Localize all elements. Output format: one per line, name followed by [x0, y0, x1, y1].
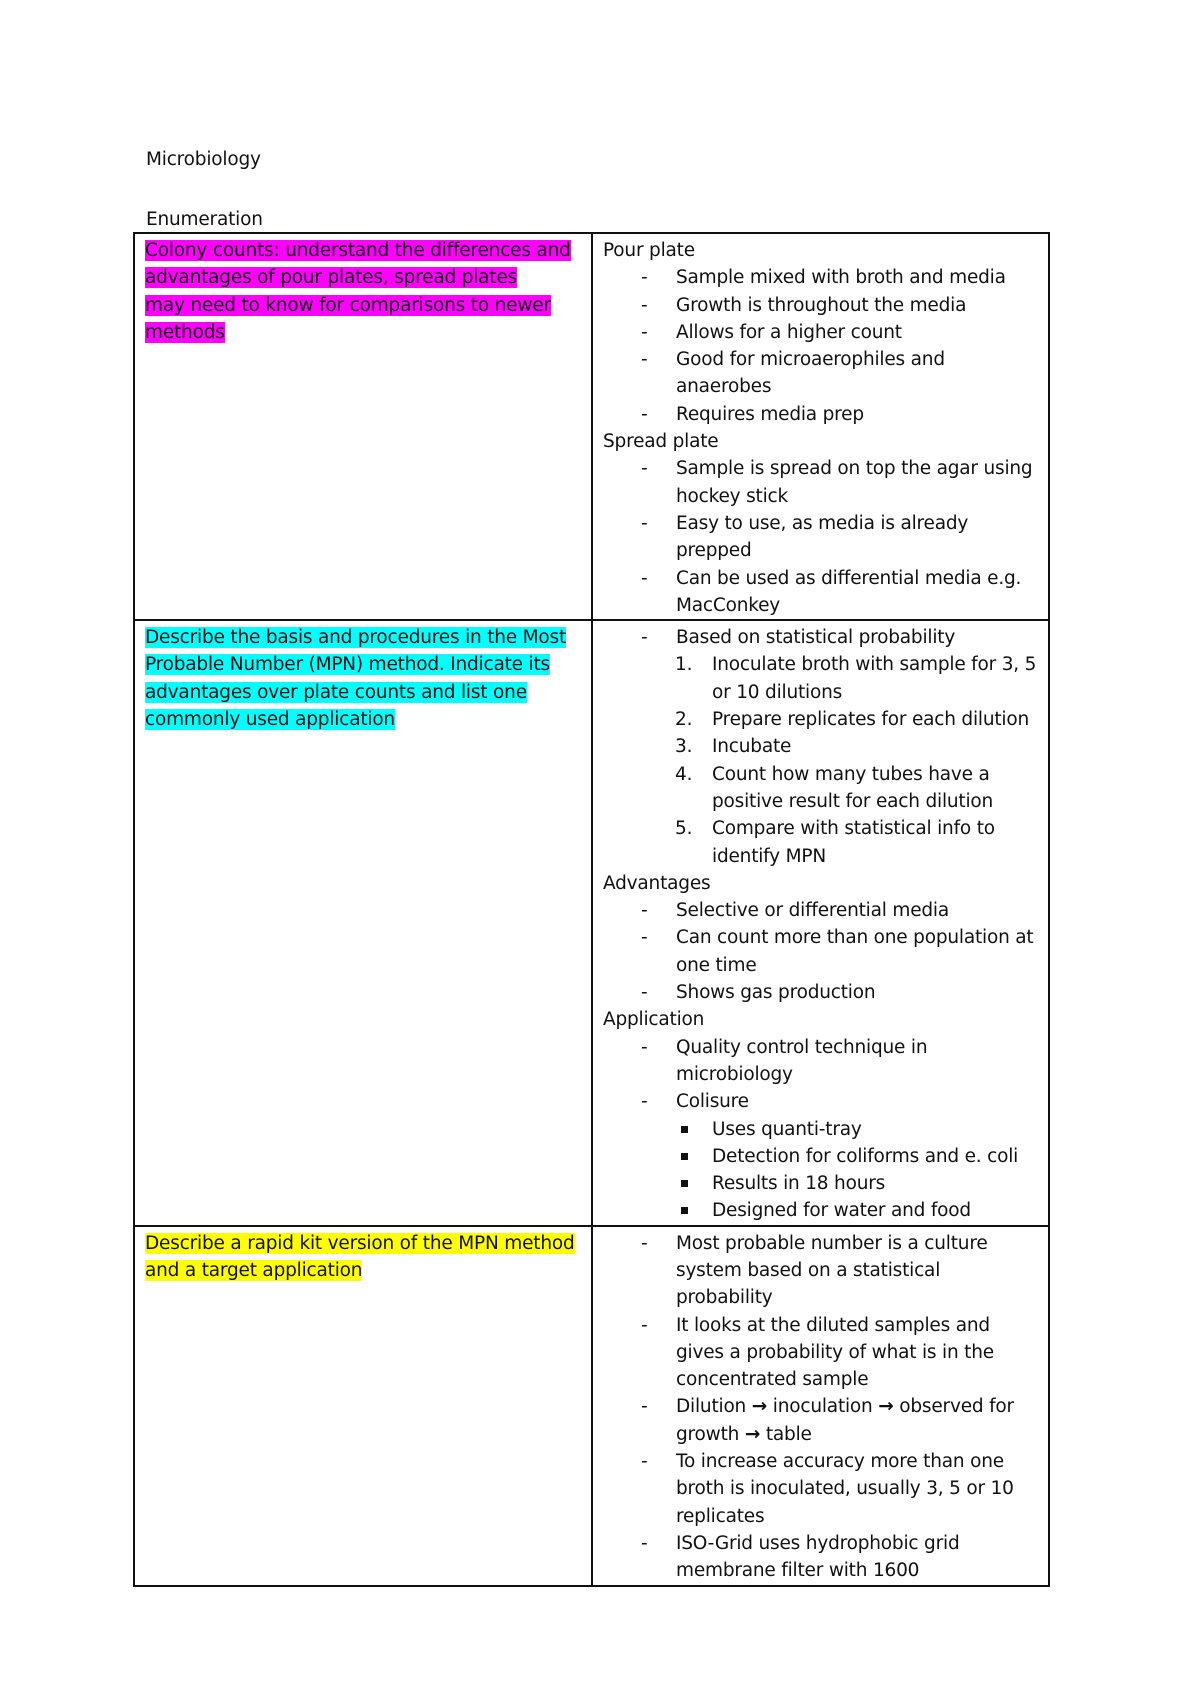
table-row: [134, 620, 1049, 1226]
step-item: 1. Inoculate broth with sample for 3, 5 or 10 dilutions: [675, 654, 1037, 703]
table-row: [134, 1226, 1049, 1586]
highlighted-question-line: Describe the basis and procedures in the Most: [145, 627, 567, 649]
square-bullet-icon: [681, 1207, 688, 1214]
list-item: - Easy to use, as media is already prepped: [641, 512, 969, 562]
table-row: [134, 233, 1049, 620]
list-item: - ISO-Grid uses hydrophobic grid membrane filter with 1600: [641, 1532, 960, 1582]
right-arrow-icon: →: [744, 1423, 761, 1445]
list-item: - Growth is throughout the media: [641, 294, 967, 316]
right-arrow-icon: →: [751, 1396, 768, 1418]
highlighted-question-line: Colony counts: understand the differences and: [145, 240, 571, 261]
highlighted-question-line: Describe a rapid kit version of the MPN method: [145, 1232, 575, 1254]
step-item: 5. Compare with statistical info to identify MPN: [675, 818, 995, 867]
highlighted-question-line: commonly used application: [145, 709, 395, 731]
list-item: - Colisure: [641, 1091, 749, 1113]
subheading: Spread plate: [603, 431, 719, 453]
highlighted-question-line: may need to know for comparisons to newer: [145, 294, 551, 316]
step-item: 4. Count how many tubes have a positive result for each dilution: [675, 763, 994, 812]
highlighted-question-line: and a target application: [145, 1259, 363, 1281]
list-item: - Quality control technique in microbiology: [641, 1036, 928, 1085]
dash-list: [603, 264, 1040, 428]
list-item: - Most probable number is a culture system based on a statistical probability: [641, 1232, 988, 1309]
list-item: - Good for microaerophiles and anaerobes: [641, 349, 945, 398]
section-heading: Enumeration: [146, 209, 263, 230]
question-cell: [134, 1226, 592, 1586]
list-item: - Can be used as differential media e.g. MacConkey: [641, 567, 1022, 616]
highlighted-question-line: advantages over plate counts and list one: [145, 681, 527, 703]
right-arrow-icon: →: [878, 1396, 894, 1418]
list-item: - To increase accuracy more than one broth is inoculated, usually 3, 5 or 10 replicates: [641, 1451, 1014, 1527]
highlighted-question-line: Probable Number (MPN) method. Indicate its: [145, 654, 550, 676]
question-cell: [134, 620, 592, 1226]
question-cell: [134, 233, 592, 620]
notes-table: [133, 232, 1050, 1587]
list-item: - Sample is spread on top the agar using hockey stick: [641, 458, 1033, 507]
numbered-steps: [603, 651, 1040, 869]
step-item: 3. Incubate: [675, 736, 792, 758]
square-bullet-list: [603, 1116, 1040, 1225]
dash-list: [603, 455, 1040, 619]
list-item: - Allows for a higher count: [641, 321, 902, 343]
dash-list: [603, 1230, 1040, 1585]
square-bullet-icon: [681, 1126, 688, 1133]
step-item: 2. Prepare replicates for each dilution: [675, 709, 1030, 731]
list-item: - Selective or differential media: [641, 900, 949, 922]
dash-list: [603, 1034, 1040, 1116]
list-item: - Can count more than one population at one time: [641, 927, 1034, 976]
list-item: - Dilution → inoculation → observed for growth → table: [641, 1396, 1014, 1445]
subheading: Advantages: [603, 872, 711, 894]
list-item: Designed for water and food: [603, 1197, 1040, 1224]
list-item: Uses quanti-tray: [603, 1116, 1040, 1143]
highlighted-question-line: advantages of pour plates, spread plates: [145, 267, 517, 289]
answer-cell: [592, 233, 1049, 620]
list-item: - It looks at the diluted samples and gives a probability of what is in the concentrated sample: [641, 1314, 994, 1391]
highlighted-question-line: methods: [145, 321, 225, 343]
square-bullet-icon: [681, 1153, 688, 1160]
square-bullet-icon: [681, 1180, 688, 1187]
list-item: - Sample mixed with broth and media: [641, 267, 1006, 289]
dash-list: [603, 624, 1040, 651]
list-item: - Requires media prep: [641, 403, 864, 425]
list-item: Results in 18 hours: [603, 1170, 1040, 1197]
dash-list: [603, 897, 1040, 1006]
list-item: - Shows gas production: [641, 982, 876, 1004]
answer-cell: [592, 1226, 1049, 1586]
subheading: Application: [603, 1009, 705, 1031]
document-title: Microbiology: [146, 149, 261, 170]
list-item: Detection for coliforms and e. coli: [603, 1143, 1040, 1170]
answer-cell: [592, 620, 1049, 1226]
list-item: - Based on statistical probability: [641, 627, 956, 649]
subheading: Pour plate: [603, 240, 695, 261]
